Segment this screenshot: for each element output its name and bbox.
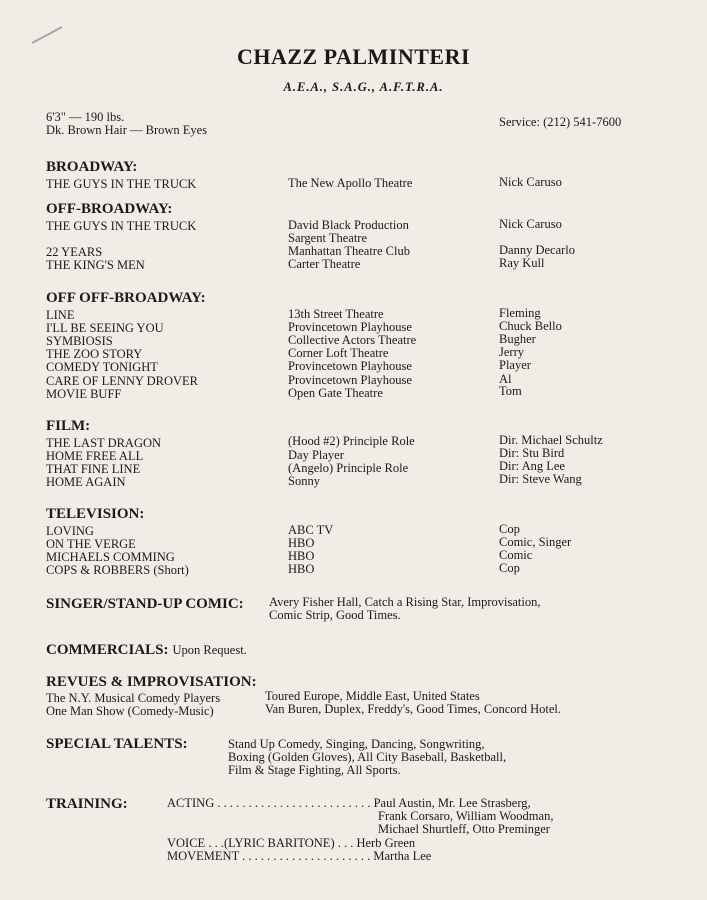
credit-venue: Provincetown Playhouse	[288, 359, 412, 373]
credit-role: Jerry	[499, 345, 524, 359]
credit-venue: Corner Loft Theatre	[288, 346, 389, 360]
singer-venues-line: Avery Fisher Hall, Catch a Rising Star, Improvisation,	[269, 595, 541, 609]
credit-title: HOME AGAIN	[46, 475, 126, 489]
credit-role: Dir. Michael Schultz	[499, 433, 603, 447]
section-heading-training: TRAINING:	[46, 796, 128, 812]
commercials-text: Upon Request.	[172, 643, 247, 657]
credit-role: Bugher	[499, 332, 536, 346]
credit-role: Dir: Steve Wang	[499, 472, 582, 486]
training-acting-teachers: Michael Shurtleff, Otto Preminger	[378, 822, 550, 836]
credit-title: COMEDY TONIGHT	[46, 360, 158, 374]
talents-line: Stand Up Comedy, Singing, Dancing, Songwriting,	[228, 737, 485, 751]
credit-title: CARE OF LENNY DROVER	[46, 374, 198, 388]
page-title: CHAZZ PALMINTERI	[236, 44, 471, 69]
credit-venue: (Hood #2) Principle Role	[288, 434, 415, 448]
training-acting: ACTING . . . . . . . . . . . . . . . . . . . . . . . . . Paul Austin, Mr. Lee Strasberg,	[167, 796, 531, 810]
credit-venue: The New Apollo Theatre	[288, 176, 413, 190]
section-heading-off-broadway: OFF-BROADWAY:	[46, 201, 173, 217]
credit-role: Tom	[499, 384, 522, 398]
credit-venue: Open Gate Theatre	[288, 386, 383, 400]
credit-venue: Carter Theatre	[288, 257, 361, 271]
section-heading-film: FILM:	[46, 418, 91, 434]
credit-role: Cop	[499, 561, 520, 575]
credit-venue: David Black Production	[288, 218, 409, 232]
talents-line: Boxing (Golden Gloves), All City Baseball, Basketball,	[228, 750, 507, 764]
pen-mark	[32, 26, 63, 44]
credit-role: Dir: Ang Lee	[499, 459, 565, 473]
credit-venue: Provincetown Playhouse	[288, 373, 412, 387]
section-heading-television: TELEVISION:	[46, 506, 145, 522]
commercials-line	[46, 641, 247, 659]
section-heading-special-talents: SPECIAL TALENTS:	[46, 736, 188, 752]
credit-venue: Sonny	[288, 474, 320, 488]
credit-venue: Sargent Theatre	[288, 231, 368, 245]
credit-title: THE GUYS IN THE TRUCK	[46, 177, 197, 191]
credit-role: Nick Caruso	[499, 217, 562, 231]
credit-role: Nick Caruso	[499, 175, 562, 189]
credit-title: I'LL BE SEEING YOU	[46, 321, 164, 335]
credit-role: Fleming	[499, 306, 541, 320]
training-voice: VOICE . . .(LYRIC BARITONE) . . . Herb Green	[167, 836, 416, 850]
credit-title: THAT FINE LINE	[46, 462, 141, 476]
credit-role: Al	[499, 372, 512, 386]
section-heading-off-off-broadway: OFF OFF-BROADWAY:	[46, 290, 206, 306]
section-heading-commercials: COMMERCIALS:	[46, 642, 169, 658]
credit-role: Chuck Bello	[499, 319, 562, 333]
credit-role: Danny Decarlo	[499, 243, 576, 257]
credit-venue: Manhattan Theatre Club	[288, 244, 410, 258]
hair-eyes: Dk. Brown Hair — Brown Eyes	[46, 123, 208, 137]
credit-title: LINE	[46, 308, 75, 322]
credit-venue: HBO	[288, 536, 315, 550]
credit-venue: Provincetown Playhouse	[288, 320, 412, 334]
credit-venue: ABC TV	[288, 523, 334, 537]
credit-title: 22 YEARS	[46, 245, 103, 259]
credit-venue: 13th Street Theatre	[288, 307, 384, 321]
credit-title: LOVING	[46, 524, 94, 538]
revue-detail: Toured Europe, Middle East, United States	[265, 689, 480, 703]
training-movement: MOVEMENT . . . . . . . . . . . . . . . . . . . . . Martha Lee	[167, 849, 432, 863]
credit-title: SYMBIOSIS	[46, 334, 113, 348]
section-heading-revues: REVUES & IMPROVISATION:	[46, 674, 257, 690]
credit-title: MICHAELS COMMING	[46, 550, 175, 564]
height-weight: 6'3" — 190 lbs.	[46, 110, 125, 124]
credit-role: Ray Kull	[499, 256, 545, 270]
section-heading-broadway: BROADWAY:	[46, 159, 138, 175]
credit-title: ON THE VERGE	[46, 537, 136, 551]
credit-venue: Day Player	[288, 448, 344, 462]
service-phone: Service: (212) 541-7600	[499, 115, 622, 129]
credit-venue: HBO	[288, 562, 315, 576]
talents-line: Film & Stage Fighting, All Sports.	[228, 763, 401, 777]
revue-detail: Van Buren, Duplex, Freddy's, Good Times, Concord Hotel.	[265, 702, 561, 716]
credit-title: COPS & ROBBERS (Short)	[46, 563, 189, 577]
credit-role: Dir: Stu Bird	[499, 446, 565, 460]
credit-title: THE KING'S MEN	[46, 258, 145, 272]
credit-role: Comic, Singer	[499, 535, 572, 549]
section-heading-singer: SINGER/STAND-UP COMIC:	[46, 596, 244, 612]
credit-title: HOME FREE ALL	[46, 449, 144, 463]
credit-role: Player	[499, 358, 531, 372]
credit-venue: (Angelo) Principle Role	[288, 461, 409, 475]
credit-title: THE ZOO STORY	[46, 347, 143, 361]
training-acting-teachers: Frank Corsaro, William Woodman,	[378, 809, 554, 823]
credit-role: Cop	[499, 522, 520, 536]
revue-name: The N.Y. Musical Comedy Players	[46, 691, 221, 705]
credit-title: THE LAST DRAGON	[46, 436, 162, 450]
revue-name: One Man Show (Comedy-Music)	[46, 704, 214, 718]
credit-role: Comic	[499, 548, 533, 562]
union-affiliations: A.E.A., S.A.G., A.F.T.R.A.	[283, 80, 444, 94]
credit-title: MOVIE BUFF	[46, 387, 122, 401]
credit-venue: Collective Actors Theatre	[288, 333, 417, 347]
singer-venues-line: Comic Strip, Good Times.	[269, 608, 401, 622]
credit-title: THE GUYS IN THE TRUCK	[46, 219, 197, 233]
credit-venue: HBO	[288, 549, 315, 563]
